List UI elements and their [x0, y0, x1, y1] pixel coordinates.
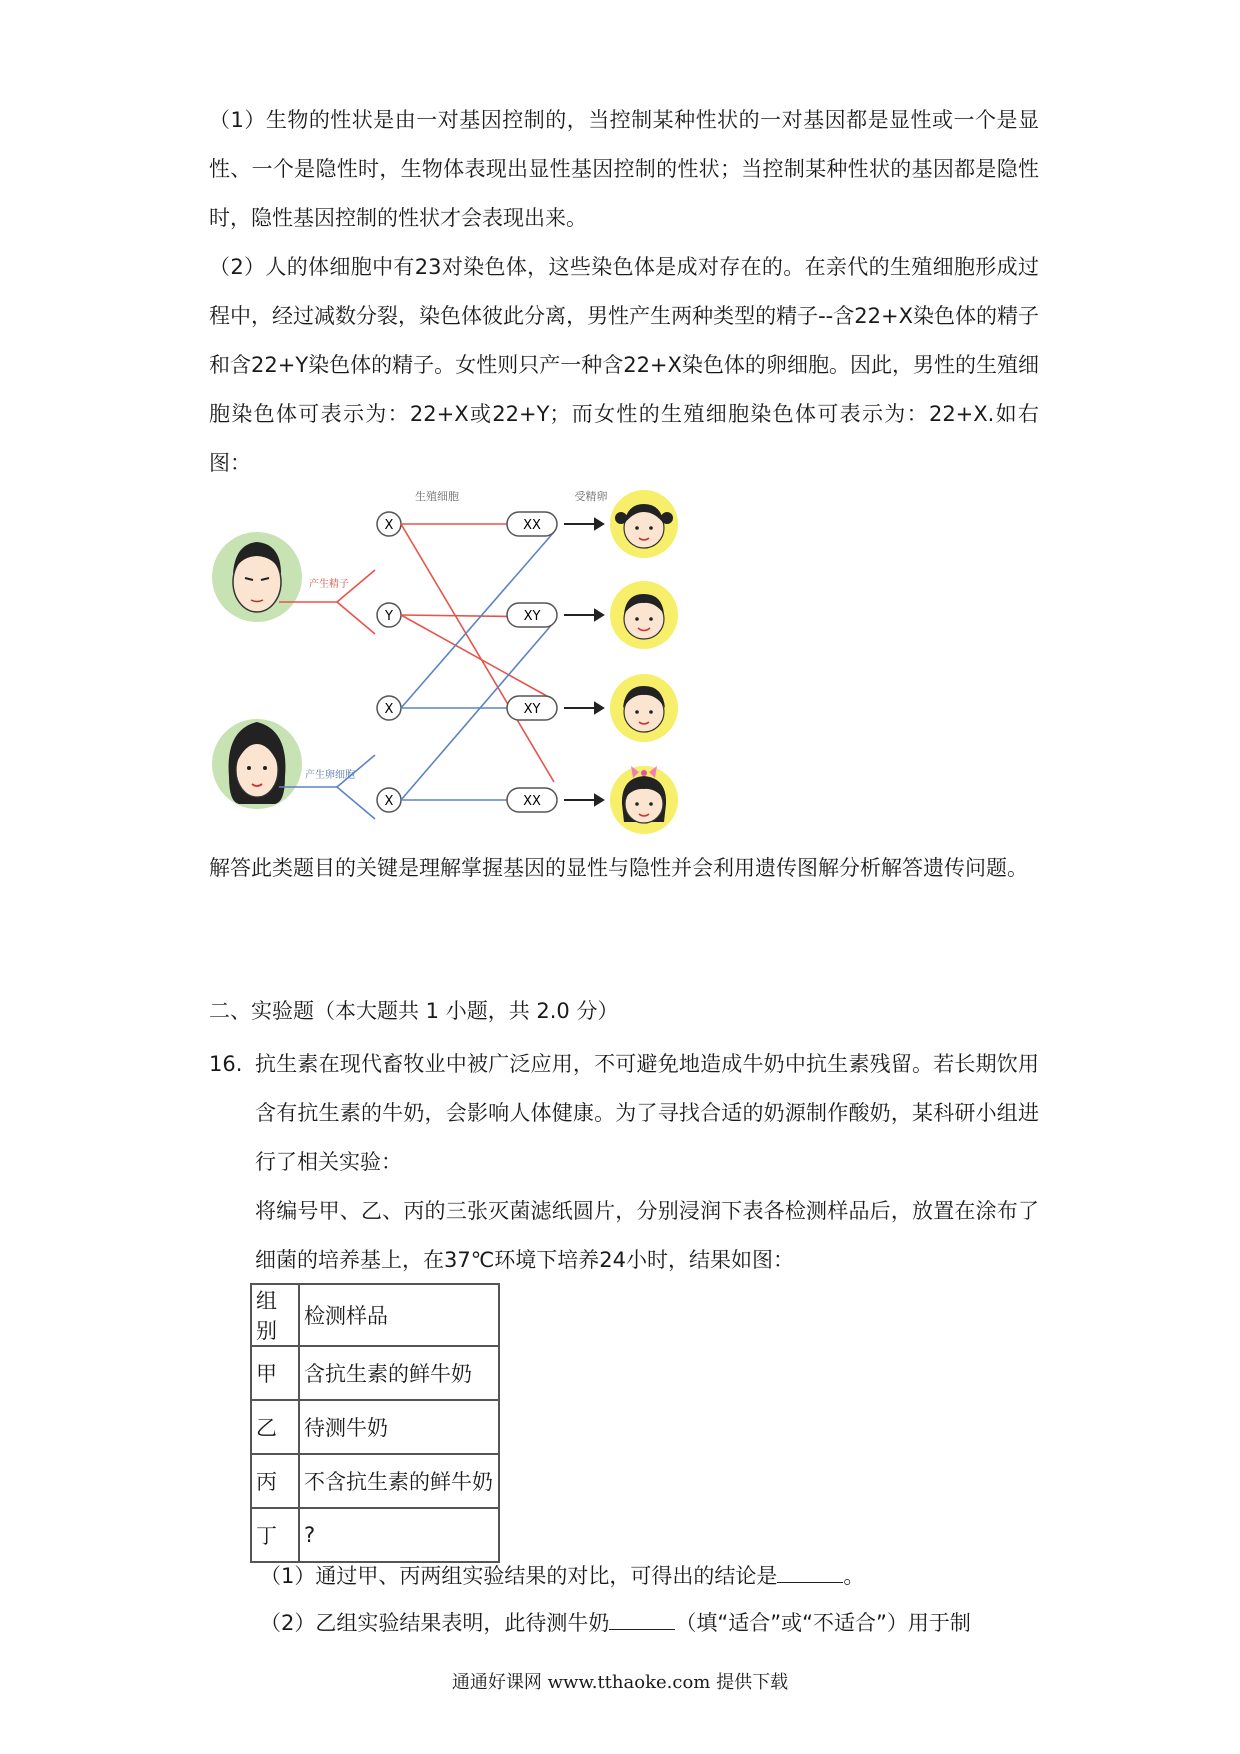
- table-row: [251, 1454, 499, 1508]
- zygote-1-label: XX: [523, 518, 541, 533]
- germ-cell-3: [377, 696, 401, 720]
- sample-table: [250, 1283, 500, 1563]
- table-row: [251, 1400, 499, 1454]
- question-method: 将编号甲、乙、丙的三张灭菌滤纸圆片，分别浸润下表各检测样品后，放置在涂布了细菌的培养基上，在37℃环境下培养24小时，结果如图：: [255, 1199, 1039, 1272]
- subquestion-2-end: （填“适合”或“不适合”）用于制: [675, 1611, 971, 1635]
- child-boy-2: [610, 674, 678, 742]
- zygote-2: [507, 603, 557, 627]
- table-row: [251, 1346, 499, 1400]
- germ-cell-3-label: X: [384, 702, 394, 717]
- table-header-row: [251, 1284, 499, 1346]
- table-cell-group: 乙: [251, 1400, 299, 1454]
- zygote-header: 受精卵: [574, 490, 608, 503]
- subquestion-1-end: 。: [843, 1564, 865, 1588]
- zygote-2-label: XY: [523, 609, 541, 624]
- table-header-sample: 检测样品: [299, 1284, 499, 1346]
- table-cell-group: 丁: [251, 1508, 299, 1562]
- zygote-4-label: XX: [523, 794, 541, 809]
- subquestion-2: [260, 1603, 1040, 1643]
- germ-cell-4: [377, 788, 401, 812]
- germ-cell-2-label: Y: [385, 609, 393, 624]
- answer-blank[interactable]: [777, 1562, 843, 1583]
- child-boy-1: [610, 581, 678, 649]
- zygote-3: [507, 696, 557, 720]
- germ-cell-header: 生殖细胞: [415, 490, 459, 503]
- table-cell-group: 甲: [251, 1346, 299, 1400]
- germ-cell-1-label: X: [384, 518, 394, 533]
- sperm-label: 产生精子: [309, 579, 349, 590]
- explanation-paragraph-1: （1）生物的性状是由一对基因控制的，当控制某种性状的一对基因都是显性或一个是显性、一个是隐性时，生物体表现出显性基因控制的性状；当控制某种性状的基因都是隐性时，隐性基因控制的性状才会表现出来。: [209, 108, 1039, 230]
- table-cell-sample: 待测牛奶: [299, 1400, 499, 1454]
- subquestion-1-text: （1）通过甲、丙两组实验结果的对比，可得出的结论是: [260, 1564, 778, 1588]
- zygote-4: [507, 788, 557, 812]
- subquestion-1: [260, 1556, 864, 1596]
- germ-cell-4-label: X: [384, 794, 394, 809]
- table-cell-sample: ?: [299, 1508, 499, 1562]
- explanation-paragraph-3: 解答此类题目的关键是理解掌握基因的显性与隐性并会利用遗传图解分析解答遗传问题。: [209, 856, 1028, 880]
- table-header-group: 组别: [251, 1284, 299, 1346]
- table-row: [251, 1508, 499, 1562]
- child-girl-2: [610, 766, 678, 834]
- child-girl-1: [610, 490, 678, 558]
- page-footer: 通通好课网 www.tthaoke.com 提供下载: [451, 1672, 789, 1693]
- zygote-1: [507, 512, 557, 536]
- mother-portrait: [212, 719, 302, 809]
- table-cell-group: 丙: [251, 1454, 299, 1508]
- table-cell-sample: 含抗生素的鲜牛奶: [299, 1346, 499, 1400]
- zygote-3-label: XY: [523, 702, 541, 717]
- egg-label: 产生卵细胞: [305, 770, 355, 781]
- subquestion-2-text: （2）乙组实验结果表明，此待测牛奶: [260, 1611, 610, 1635]
- table-cell-sample: 不含抗生素的鲜牛奶: [299, 1454, 499, 1508]
- germ-cell-2: [377, 603, 401, 627]
- sex-determination-diagram: [209, 482, 749, 844]
- father-portrait: [212, 532, 302, 622]
- section-title: 二、实验题（本大题共 1 小题，共 2.0 分）: [209, 999, 619, 1023]
- answer-blank[interactable]: [609, 1609, 675, 1630]
- germ-cell-1: [377, 512, 401, 536]
- question-number: 16.: [209, 1052, 243, 1076]
- explanation-paragraph-2: （2）人的体细胞中有23对染色体，这些染色体是成对存在的。在亲代的生殖细胞形成过程中，经过减数分裂，染色体彼此分离，男性产生两种类型的精子--含22+X染色体的精子和含22+Y染色体的精子。女性则只产一种含22+X染色体的卵细胞。因此，男性的生殖细胞染色体可表示为：22+X或22+Y；而女性的生殖细胞染色体可表示为：22+X.如右图：: [209, 255, 1039, 475]
- question-intro: 抗生素在现代畜牧业中被广泛应用，不可避免地造成牛奶中抗生素残留。若长期饮用含有抗生素的牛奶，会影响人体健康。为了寻找合适的奶源制作酸奶，某科研小组进行了相关实验：: [255, 1052, 1039, 1174]
